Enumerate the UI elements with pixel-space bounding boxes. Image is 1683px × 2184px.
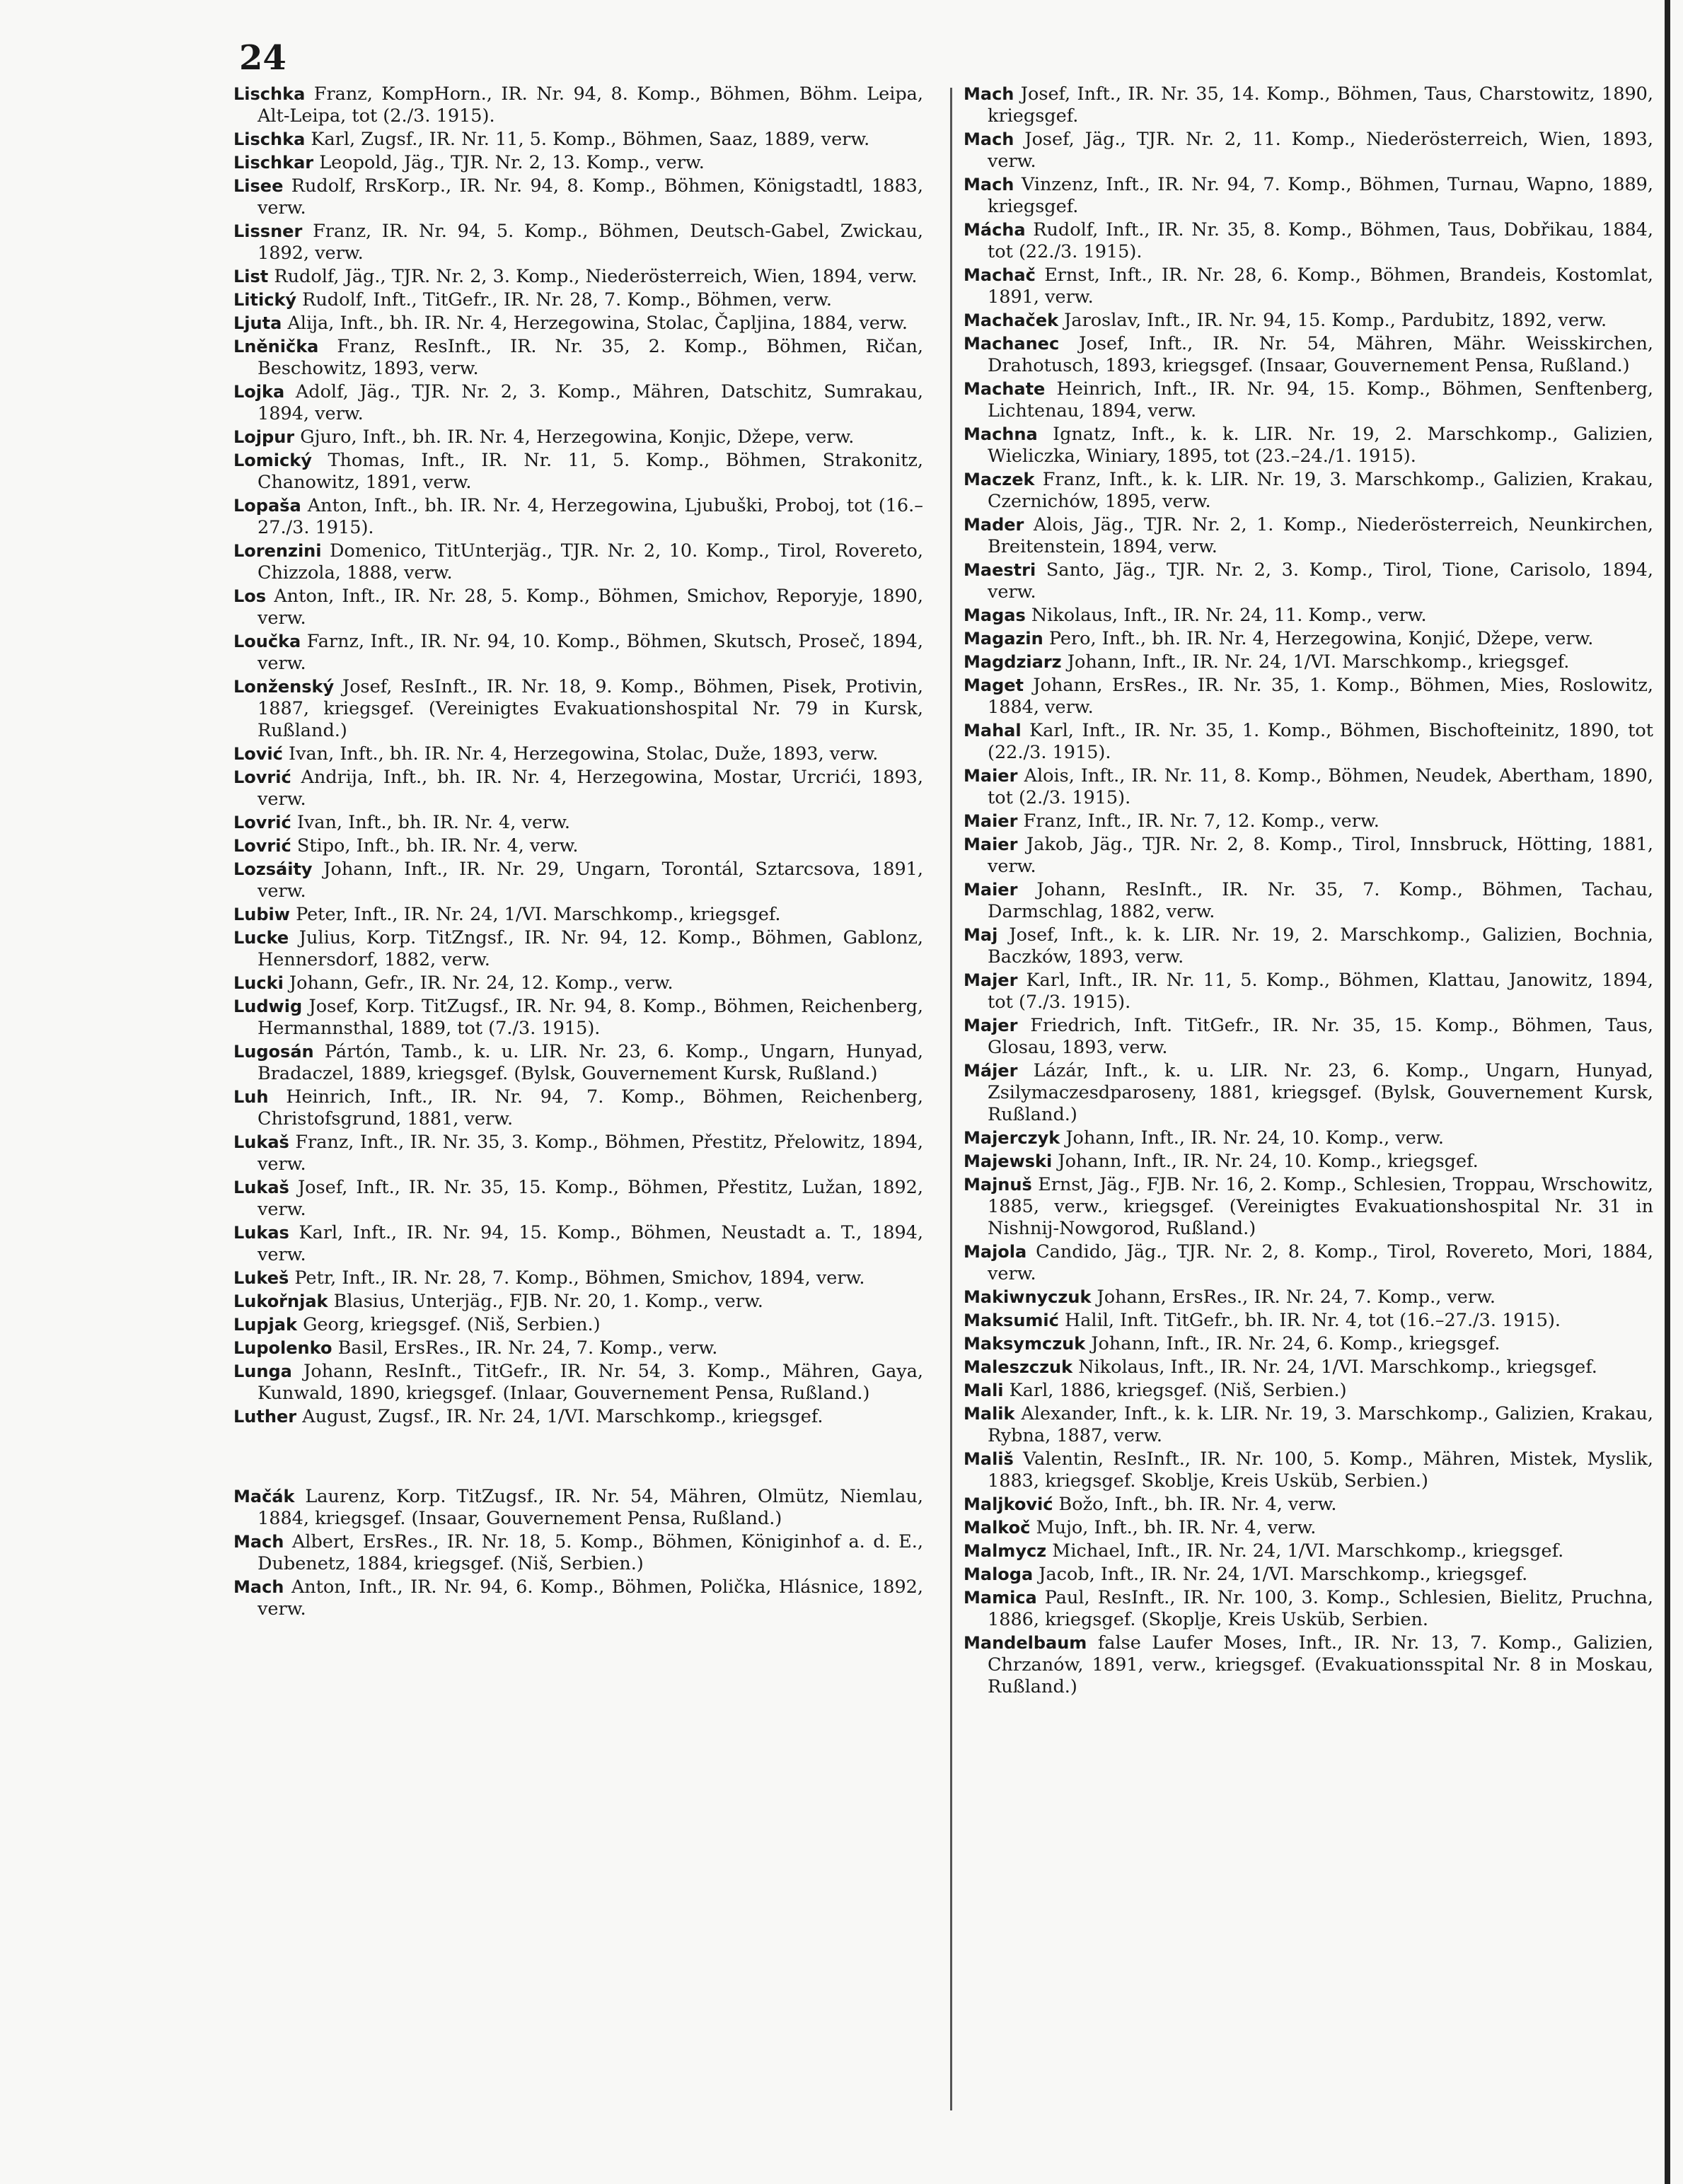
register-entry [964,378,1653,422]
entry-surname: Majewski [964,1151,1053,1171]
entry-surname: Lovrić [233,813,291,832]
entry-surname: Machač [964,265,1036,285]
entry-details: Michael, Inft., IR. Nr. 24, 1/VI. Marschkomp., kriegsgef. [1052,1540,1564,1562]
register-entry [233,83,923,127]
column-divider [950,88,952,2110]
entry-surname: Lukaš [233,1132,289,1152]
entry-surname: Májer [964,1061,1018,1081]
entry-surname: Luther [233,1407,297,1427]
entry-surname: Mácha [964,220,1026,240]
entry-details: Vinzenz, Inft., IR. Nr. 94, 7. Komp., Böhmen, Turnau, Wapno, 1889, kriegsgef. [988,174,1654,217]
entry-surname: Mamica [964,1588,1037,1608]
entry-details: Anton, Inft., IR. Nr. 94, 6. Komp., Böhmen, Polička, Hlásnice, 1892, verw. [258,1576,923,1620]
entry-surname: Mader [964,515,1024,535]
entry-surname: Maier [964,835,1018,854]
entry-surname: Mačák [233,1487,295,1506]
register-entry [964,1494,1653,1516]
entry-details: Thomas, Inft., IR. Nr. 11, 5. Komp., Böhmen, Strakonitz, Chanowitz, 1891, verw. [258,450,923,493]
entry-details: Basil, ErsRes., IR. Nr. 24, 7. Komp., verw. [337,1337,718,1359]
entry-surname: Mališ [964,1449,1014,1469]
register-entry [233,767,923,811]
register-entry [233,450,923,494]
register-entry [233,1041,923,1085]
entry-details: Anton, Inft., IR. Nr. 28, 5. Komp., Böhmen, Smichov, Reporyje, 1890, verw. [258,586,924,629]
entry-details: Franz, Inft., IR. Nr. 35, 3. Komp., Böhmen, Přestitz, Přelowitz, 1894, verw. [258,1132,923,1175]
left-column [233,83,923,1622]
register-entry [964,310,1653,332]
entry-surname: Maj [964,925,998,945]
register-entry [233,1314,923,1336]
entry-details: Johann, ErsRes., IR. Nr. 35, 1. Komp., Böhmen, Mies, Roslowitz, 1884, verw. [988,675,1653,718]
register-entry [233,1406,923,1428]
entry-surname: List [233,267,269,286]
register-entry [964,924,1653,968]
entry-details: Rudolf, Jäg., TJR. Nr. 2, 3. Komp., Niederösterreich, Wien, 1894, verw. [274,266,918,287]
register-entry [964,1632,1653,1698]
entry-details: Ernst, Jäg., FJB. Nr. 16, 2. Komp., Schlesien, Troppau, Wrschowitz, 1885, verw., kriegsgef. (Vereinigtes Evakuationshospital Nr. 31 in Nishnij-Nowgorod, Rußland.) [988,1174,1653,1239]
register-entry [233,221,923,265]
entry-surname: Maczek [964,470,1035,489]
register-entry [964,333,1653,377]
entry-details: Franz, IR. Nr. 94, 5. Komp., Böhmen, Deutsch-Gabel, Zwickau, 1892, verw. [258,221,923,264]
register-entry [233,381,923,425]
left-column-m-entries [233,1486,923,1620]
entry-details: Ivan, Inft., bh. IR. Nr. 4, Herzegowina, Stolac, Duže, 1893, verw. [289,743,879,765]
entry-details: Albert, ErsRes., IR. Nr. 18, 5. Komp., Böhmen, Königinhof a. d. E., Dubenetz, 1884, kriegsgef. (Niš, Serbien.) [258,1531,923,1574]
register-entry [964,1333,1653,1355]
register-entry [233,1132,923,1175]
entry-surname: Lovrić [233,836,291,856]
entry-surname: Lněnička [233,337,319,356]
entry-details: Domenico, TitUnterjäg., TJR. Nr. 2, 10. Komp., Tirol, Rovereto, Chizzola, 1888, verw. [258,540,924,583]
register-entry [964,219,1653,263]
entry-details: Jakob, Jäg., TJR. Nr. 2, 8. Komp., Tirol, Innsbruck, Hötting, 1881, verw. [988,834,1653,877]
register-entry [233,129,923,151]
register-entry [233,313,923,335]
entry-surname: Majerczyk [964,1128,1060,1148]
entry-details: Johann, Inft., IR. Nr. 24, 6. Komp., kriegsgef. [1091,1333,1500,1354]
register-entry [964,1151,1653,1173]
register-entry [233,1576,923,1620]
register-entry [964,765,1653,809]
entry-surname: Lojpur [233,427,295,447]
entry-surname: Ljuta [233,313,282,333]
entry-details: Ivan, Inft., bh. IR. Nr. 4, verw. [296,812,571,833]
register-entry [233,927,923,971]
entry-surname: Makiwnyczuk [964,1287,1092,1307]
entry-surname: Malik [964,1404,1015,1424]
entry-details: August, Zugsf., IR. Nr. 24, 1/VI. Marschkomp., kriegsgef. [302,1406,823,1427]
register-entry [233,586,923,629]
entry-details: Josef, Inft., IR. Nr. 35, 14. Komp., Böhmen, Taus, Charstowitz, 1890, kriegsgef. [988,83,1653,127]
entry-details: Johann, Inft., IR. Nr. 24, 10. Komp., kriegsgef. [1058,1151,1479,1172]
register-entry [233,266,923,288]
entry-surname: Lomický [233,451,312,470]
register-entry [233,996,923,1040]
register-entry [964,1015,1653,1059]
entry-details: Josef, Inft., IR. Nr. 35, 15. Komp., Böhmen, Přestitz, Lužan, 1892, verw. [258,1177,923,1220]
entry-details: Peter, Inft., IR. Nr. 24, 1/VI. Marschkomp., kriegsgef. [296,904,781,925]
entry-details: Gjuro, Inft., bh. IR. Nr. 4, Herzegowina, Konjic, Džepe, verw. [300,426,855,448]
entry-surname: Mali [964,1381,1004,1400]
entry-surname: Lischka [233,84,306,104]
register-entry [233,1486,923,1530]
entry-details: Johann, ErsRes., IR. Nr. 24, 7. Komp., verw. [1097,1286,1496,1308]
register-entry [964,605,1653,627]
entry-details: Rudolf, RrsKorp., IR. Nr. 94, 8. Komp., Böhmen, Königstadtl, 1883, verw. [258,175,924,219]
entry-details: Franz, Inft., k. k. LIR. Nr. 19, 3. Marschkomp., Galizien, Krakau, Czernichów, 1895, verw. [988,469,1653,512]
entry-details: Petr, Inft., IR. Nr. 28, 7. Komp., Böhmen, Smichov, 1894, verw. [294,1267,865,1289]
entry-details: Karl, Inft., IR. Nr. 94, 15. Komp., Böhmen, Neustadt a. T., 1894, verw. [258,1222,924,1265]
register-entry [964,675,1653,719]
entry-surname: Mahal [964,721,1022,740]
entry-surname: Lukořnjak [233,1291,328,1311]
register-entry [964,970,1653,1013]
entry-details: Heinrich, Inft., IR. Nr. 94, 7. Komp., Böhmen, Reichenberg, Christofsgrund, 1881, verw. [258,1086,923,1129]
entry-surname: Lozsáity [233,859,313,879]
register-entry [233,904,923,926]
entry-details: Johann, Gefr., IR. Nr. 24, 12. Komp., verw. [289,972,673,994]
register-entry [233,175,923,219]
scan-edge-border [1665,0,1670,2184]
entry-details: Halil, Inft. TitGefr., bh. IR. Nr. 4, tot (16.–27./3. 1915). [1064,1310,1561,1331]
entry-surname: Machaček [964,310,1059,330]
entry-surname: Machanec [964,334,1060,354]
entry-details: Johann, ResInft., TitGefr., IR. Nr. 54, 3. Komp., Mähren, Gaya, Kunwald, 1890, kriegsgef. (Inlaar, Gouvernement Pensa, Rußland.) [258,1361,924,1404]
entry-surname: Maleszczuk [964,1357,1073,1377]
register-entry [964,559,1653,603]
entry-surname: Lisee [233,176,284,196]
entry-details: Mujo, Inft., bh. IR. Nr. 4, verw. [1036,1517,1317,1538]
entry-surname: Lorenzini [233,541,322,561]
entry-details: Alexander, Inft., k. k. LIR. Nr. 19, 3. Marschkomp., Galizien, Krakau, Rybna, 1887, verw. [988,1403,1653,1446]
entry-details: Alois, Inft., IR. Nr. 11, 8. Komp., Böhmen, Neudek, Abertham, 1890, tot (2./3. 1915). [988,765,1654,808]
entry-surname: Maljković [964,1494,1053,1514]
entry-details: Heinrich, Inft., IR. Nr. 94, 15. Komp., Böhmen, Senftenberg, Lichtenau, 1894, verw. [988,378,1653,422]
entry-surname: Malmycz [964,1541,1047,1561]
entry-surname: Majnuš [964,1175,1032,1195]
register-entry [964,265,1653,308]
entry-details: Josef, ResInft., IR. Nr. 18, 9. Komp., Böhmen, Pisek, Protivin, 1887, kriegsgef. (Vereinigtes Evakuationshospital Nr. 79 in Kursk, Rußland.) [258,676,923,741]
register-entry [233,540,923,584]
entry-surname: Maloga [964,1564,1034,1584]
register-entry [964,1587,1653,1631]
register-entry [964,1540,1653,1562]
register-entry [964,1448,1653,1492]
entry-surname: Ludwig [233,997,303,1016]
entry-details: Josef, Jäg., TJR. Nr. 2, 11. Komp., Niederösterreich, Wien, 1893, verw. [988,129,1653,172]
register-entry [233,812,923,834]
entry-details: Rudolf, Inft., TitGefr., IR. Nr. 28, 7. Komp., Böhmen, verw. [302,289,832,310]
entry-details: Julius, Korp. TitZngsf., IR. Nr. 94, 12. Komp., Böhmen, Gablonz, Hennersdorf, 1882, verw. [258,927,923,970]
register-entry [964,1241,1653,1285]
entry-details: Jaroslav, Inft., IR. Nr. 94, 15. Komp., Pardubitz, 1892, verw. [1064,310,1607,331]
register-entry [964,720,1653,764]
entry-surname: Lupolenko [233,1338,332,1358]
register-entry [964,469,1653,513]
register-entry [964,1380,1653,1402]
register-entry [233,495,923,539]
entry-surname: Magdziarz [964,652,1062,672]
entry-details: Pero, Inft., bh. IR. Nr. 4, Herzegowina, Konjić, Džepe, verw. [1048,628,1594,649]
entry-surname: Lojka [233,382,285,402]
register-entry [233,859,923,902]
entry-details: Rudolf, Inft., IR. Nr. 35, 8. Komp., Böhmen, Taus, Dobřikau, 1884, tot (22./3. 1915). [988,219,1653,262]
entry-surname: Majola [964,1242,1027,1262]
register-entry [233,972,923,994]
entry-surname: Lukas [233,1223,289,1243]
entry-surname: Lugosán [233,1042,314,1062]
entry-details: Jacob, Inft., IR. Nr. 24, 1/VI. Marschkomp., kriegsgef. [1039,1564,1528,1585]
register-entry [964,129,1653,173]
register-entry [964,628,1653,650]
register-entry [233,289,923,311]
entry-details: Andrija, Inft., bh. IR. Nr. 4, Herzegowina, Mostar, Urcrići, 1893, verw. [258,767,923,810]
entry-surname: Malkoč [964,1518,1031,1538]
entry-details: false Laufer Moses, Inft., IR. Nr. 13, 7. Komp., Galizien, Chrzanów, 1891, verw., kriegsgef. (Evakuationsspital Nr. 8 in Moskau, Rußland.) [988,1632,1653,1697]
entry-surname: Lukeš [233,1268,289,1288]
register-entry [233,743,923,765]
entry-details: Nikolaus, Inft., IR. Nr. 24, 1/VI. Marschkomp., kriegsgef. [1078,1357,1597,1378]
entry-surname: Machna [964,424,1038,444]
entry-surname: Lovrić [233,767,291,787]
register-entry [233,336,923,380]
entry-surname: Lupjak [233,1315,297,1335]
entry-surname: Litický [233,290,297,310]
entry-details: Karl, 1886, kriegsgef. (Niš, Serbien.) [1009,1380,1347,1401]
entry-details: Adolf, Jäg., TJR. Nr. 2, 3. Komp., Mähren, Datschitz, Sumrakau, 1894, verw. [258,381,923,424]
entry-details: Laurenz, Korp. TitZugsf., IR. Nr. 54, Mähren, Olmütz, Niemlau, 1884, kriegsgef. (Insaar, Gouvernement Pensa, Rußland.) [258,1486,923,1529]
register-entry [964,651,1653,673]
entry-details: Blasius, Unterjäg., FJB. Nr. 20, 1. Komp., verw. [333,1291,763,1312]
entry-details: Santo, Jäg., TJR. Nr. 2, 3. Komp., Tirol, Tione, Carisolo, 1894, verw. [988,559,1654,603]
register-entry [964,514,1653,558]
register-entry [964,174,1653,218]
entry-surname: Machate [964,379,1046,399]
register-entry [233,676,923,742]
register-entry [233,1267,923,1289]
entry-details: Alois, Jäg., TJR. Nr. 2, 1. Komp., Niederösterreich, Neunkirchen, Breitenstein, 1894, verw. [988,514,1653,557]
entry-details: Josef, Inft., IR. Nr. 54, Mähren, Mähr. Weisskirchen, Drahotusch, 1893, kriegsgef. (Insaar, Gouvernement Pensa, Rußland.) [988,333,1653,376]
entry-details: Franz, KompHorn., IR. Nr. 94, 8. Komp., Böhmen, Böhm. Leipa, Alt-Leipa, tot (2./3. 1915). [258,83,923,127]
page-number: 24 [239,38,287,78]
entry-surname: Mach [964,84,1014,104]
register-entry [964,1060,1653,1126]
section-gap [233,1429,923,1486]
register-entry [964,1517,1653,1539]
left-column-l-entries [233,83,923,1428]
entry-details: Stipo, Inft., bh. IR. Nr. 4, verw. [296,835,579,856]
entry-surname: Maestri [964,560,1036,580]
entry-details: Alija, Inft., bh. IR. Nr. 4, Herzegowina, Stolac, Čapljina, 1884, verw. [287,313,908,334]
register-entry [233,1177,923,1221]
entry-details: Karl, Zugsf., IR. Nr. 11, 5. Komp., Böhmen, Saaz, 1889, verw. [311,129,870,150]
entry-details: Božo, Inft., bh. IR. Nr. 4, verw. [1058,1494,1337,1515]
entry-surname: Lopaša [233,496,301,516]
register-entry [233,426,923,448]
register-entry [233,1361,923,1405]
register-entry [233,1291,923,1313]
register-entry [964,1564,1653,1586]
entry-surname: Mach [964,175,1014,194]
entry-surname: Lischkar [233,153,314,173]
entry-surname: Luh [233,1087,269,1107]
register-entry [964,1127,1653,1149]
register-entry [964,1403,1653,1447]
entry-details: Lázár, Inft., k. u. LIR. Nr. 23, 6. Komp., Ungarn, Hunyad, Zsilymaczesdparoseny, 1881, kriegsgef. (Bylsk, Gouvernement Kursk, Rußland.) [988,1060,1653,1125]
entry-details: Johann, Inft., IR. Nr. 24, 10. Komp., verw. [1065,1127,1444,1149]
entry-details: Josef, Korp. TitZugsf., IR. Nr. 94, 8. Komp., Böhmen, Reichenberg, Hermannsthal, 1889, tot (7./3. 1915). [258,996,924,1039]
right-column-entries [964,83,1653,1698]
entry-surname: Magazin [964,629,1043,649]
entry-details: Johann, Inft., IR. Nr. 24, 1/VI. Marschkomp., kriegsgef. [1067,651,1570,673]
entry-details: Ignatz, Inft., k. k. LIR. Nr. 19, 2. Marschkomp., Galizien, Wieliczka, Winiary, 1895, tot (23.–24./1. 1915). [988,424,1653,467]
entry-surname: Lischka [233,129,306,149]
right-column [964,83,1653,1700]
entry-surname: Maier [964,880,1018,900]
register-entry [964,834,1653,878]
entry-surname: Mach [233,1532,284,1552]
entry-details: Karl, Inft., IR. Nr. 11, 5. Komp., Böhmen, Klattau, Janowitz, 1894, tot (7./3. 1915). [988,970,1654,1013]
entry-details: Candido, Jäg., TJR. Nr. 2, 8. Komp., Tirol, Rovereto, Mori, 1884, verw. [988,1241,1654,1284]
entry-details: Anton, Inft., bh. IR. Nr. 4, Herzegowina, Ljubuški, Proboj, tot (16.–27./3. 1915). [258,495,924,538]
entry-surname: Lonženský [233,677,335,697]
entry-surname: Maksymczuk [964,1334,1086,1354]
entry-surname: Los [233,586,267,606]
entry-details: Johann, ResInft., IR. Nr. 35, 7. Komp., Böhmen, Tachau, Darmschlag, 1882, verw. [988,879,1653,922]
entry-surname: Mach [233,1577,284,1597]
entry-surname: Mach [964,129,1014,149]
entry-surname: Majer [964,970,1018,990]
entry-details: Pártón, Tamb., k. u. LIR. Nr. 23, 6. Komp., Ungarn, Hunyad, Bradaczel, 1889, kriegsgef. (Bylsk, Gouvernement Kursk, Rußland.) [258,1041,923,1084]
entry-surname: Lukaš [233,1178,289,1197]
register-entry [964,879,1653,923]
entry-details: Johann, Inft., IR. Nr. 29, Ungarn, Torontál, Sztarcsova, 1891, verw. [258,859,924,902]
entry-surname: Maksumić [964,1311,1059,1330]
register-entry [964,1310,1653,1332]
entry-surname: Lunga [233,1361,292,1381]
entry-surname: Maier [964,811,1018,831]
entry-details: Karl, Inft., IR. Nr. 35, 1. Komp., Böhmen, Bischofteinitz, 1890, tot (22./3. 1915). [988,720,1653,763]
entry-surname: Mandelbaum [964,1633,1087,1653]
entry-details: Valentin, ResInft., IR. Nr. 100, 5. Komp., Mähren, Mistek, Myslik, 1883, kriegsgef. Skoblje, Kreis Usküb, Serbien.) [988,1448,1654,1492]
entry-surname: Lucki [233,973,284,993]
entry-surname: Lubiw [233,905,290,924]
register-entry [233,631,923,675]
register-entry [233,1531,923,1575]
entry-surname: Maget [964,675,1024,695]
register-entry [233,1086,923,1130]
entry-details: Nikolaus, Inft., IR. Nr. 24, 11. Komp., verw. [1031,605,1427,626]
entry-details: Franz, ResInft., IR. Nr. 35, 2. Komp., Böhmen, Ričan, Beschowitz, 1893, verw. [258,336,923,379]
entry-surname: Lucke [233,928,289,948]
entry-surname: Lissner [233,221,303,241]
register-entry [964,1174,1653,1240]
register-entry [233,1222,923,1266]
register-entry [233,152,923,174]
entry-surname: Majer [964,1016,1018,1035]
entry-details: Friedrich, Inft. TitGefr., IR. Nr. 35, 15. Komp., Böhmen, Taus, Glosau, 1893, verw. [988,1015,1653,1058]
register-entry [964,1286,1653,1308]
entry-details: Franz, Inft., IR. Nr. 7, 12. Komp., verw. [1023,811,1380,832]
entry-details: Josef, Inft., k. k. LIR. Nr. 19, 2. Marschkomp., Galizien, Bochnia, Baczków, 1893, verw. [988,924,1653,968]
register-entry [964,1357,1653,1378]
register-entry [233,1337,923,1359]
register-entry [964,811,1653,832]
register-entry [233,835,923,857]
entry-details: Paul, ResInft., IR. Nr. 100, 3. Komp., Schlesien, Bielitz, Pruchna, 1886, kriegsgef. (Skoplje, Kreis Usküb, Serbien. [988,1587,1653,1630]
entry-details: Georg, kriegsgef. (Niš, Serbien.) [303,1314,601,1335]
entry-surname: Loučka [233,632,301,651]
entry-details: Leopold, Jäg., TJR. Nr. 2, 13. Komp., verw. [319,152,705,173]
entry-details: Ernst, Inft., IR. Nr. 28, 6. Komp., Böhmen, Brandeis, Kostomlat, 1891, verw. [988,265,1654,308]
entry-details: Farnz, Inft., IR. Nr. 94, 10. Komp., Böhmen, Skutsch, Proseč, 1894, verw. [258,631,924,674]
entry-surname: Maier [964,766,1018,786]
register-entry [964,83,1653,127]
entry-surname: Magas [964,605,1026,625]
register-entry [964,424,1653,467]
entry-surname: Lović [233,744,283,764]
